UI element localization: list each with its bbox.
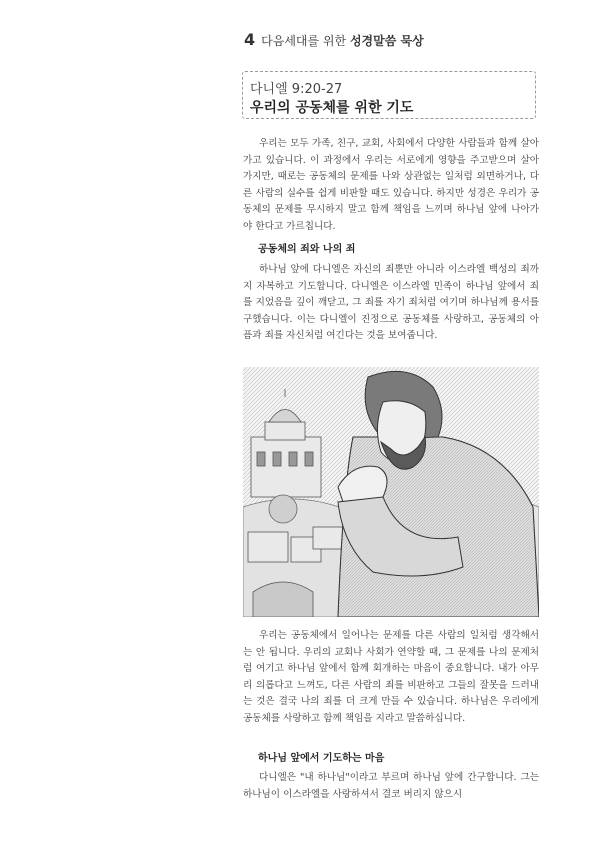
page-title: 우리의 공동체를 위한 기도 [250,100,414,116]
paragraph-community-responsibility: 우리는 공동체에서 일어나는 문제를 다른 사람의 일처럼 생각해서는 안 됩니다. 우리의 교회나 사회가 연약할 때, 그 문제를 나의 문제처럼 여기고 하나님 앞에서 함께 회개하는 마음이 중요합니다. 내가 아무리 의롭다고 느껴도, 다른 사람의 죄를 비판하고 그들의 잘못을 드러내는 것은 결국 나의 죄를 더 크게 만들 수 있습니다. 하나님은 우리에게 공동체를 사랑하고 함께 책임을 지라고 말씀하십니다. [243,630,539,724]
paragraph-daniel-prayer: 다니엘은 "내 하나님"이라고 부르며 하나님 앞에 간구합니다. 그는 하나님이 이스라엘을 사랑하셔서 결코 버리지 않으시 [243,772,539,800]
header-prefix: 다음세대를 위한 [261,34,347,48]
title-box [242,71,536,119]
page-number: 4 [244,30,256,49]
header-series: 성경말씀 묵상 [349,34,424,48]
paragraph-intro: 우리는 모두 가족, 친구, 교회, 사회에서 다양한 사람들과 함께 살아가고 있습니다. 이 과정에서 우리는 서로에게 영향을 주고받으며 살아가지만, 때로는 공동체의 문제를 나와 상관없는 일처럼 외면하거나, 다른 사람의 실수를 쉽게 비판할 때도 있습니다. 하지만 성경은 우리가 공동체의 문제를 무시하지 말고 함께 책임을 느끼며 하나님 앞에 나아가야 한다고 가르칩니다. [243,138,539,232]
subheading-community-sin: 공동체의 죄와 나의 죄 [258,244,356,255]
scripture-reference: 다니엘 9:20-27 [250,82,343,97]
running-header [244,30,424,49]
praying-man-illustration [243,367,539,617]
paragraph-daniel-confession: 하나님 앞에 다니엘은 자신의 죄뿐만 아니라 이스라엘 백성의 죄까지 자복하고 기도합니다. 다니엘은 이스라엘 민족이 하나님 앞에서 죄를 지었음을 깊이 깨닫고, 그 죄를 자기 죄처럼 여기며 하나님께 용서를 구했습니다. 이는 다니엘이 진정으로 공동체를 사랑하고, 공동체의 아픔과 죄를 자신처럼 여긴다는 것을 보여줍니다. [243,264,539,341]
subheading-prayer-heart: 하나님 앞에서 기도하는 마음 [258,753,385,764]
